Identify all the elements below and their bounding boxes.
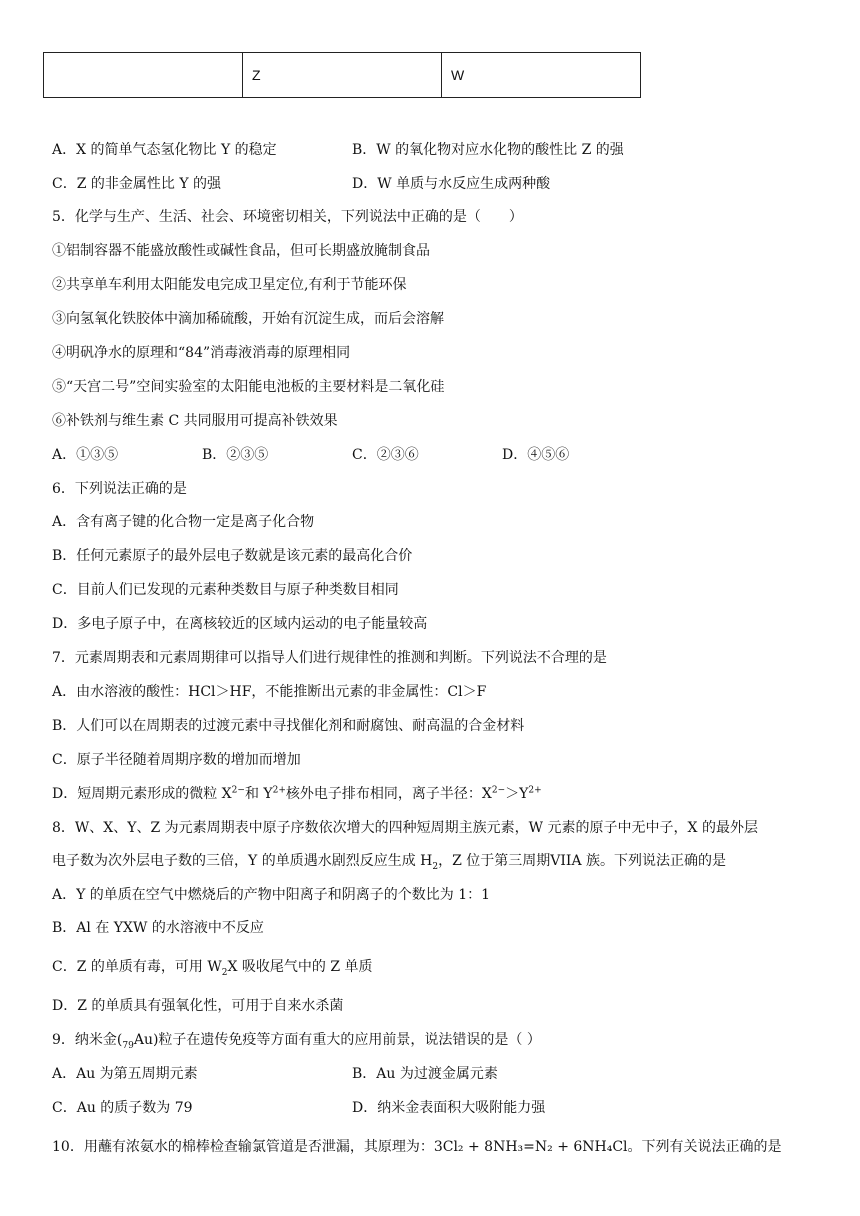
q5-stem: 5．化学与生产、生活、社会、环境密切相关，下列说法中正确的是（ ） [52, 209, 523, 225]
q5-option-b: B．②③⑤ [202, 447, 269, 463]
q5-option-d: D．④⑤⑥ [502, 447, 570, 463]
q6-option-b: B．任何元素原子的最外层电子数就是该元素的最高化合价 [52, 548, 413, 564]
q4-option-c: C．Z 的非金属性比 Y 的强 [52, 176, 222, 192]
q6-option-d: D．多电子原子中，在离核较近的区域内运动的电子能量较高 [52, 616, 428, 632]
subscript: 2 [432, 861, 439, 872]
subscript: 2 [221, 967, 228, 978]
q8-stem-text-2: ，Z 位于第三周期VIIA 族。下列说法正确的是 [438, 853, 727, 869]
q5-item-3: ③向氢氧化铁胶体中滴加稀硫酸，开始有沉淀生成，而后会溶解 [52, 311, 444, 327]
q5-option-c: C．②③⑥ [352, 447, 419, 463]
q5-item-5: ⑤“天宫二号”空间实验室的太阳能电池板的主要材料是二氧化硅 [52, 379, 445, 395]
q7-stem: 7．元素周期表和元素周期律可以指导人们进行规律性的推测和判断。下列说法不合理的是 [52, 650, 607, 666]
charge-superscript: 2− [491, 785, 506, 796]
q9-stem [52, 1030, 541, 1050]
q9-option-d: D．纳米金表面积大吸附能力强 [352, 1100, 546, 1116]
q7-d-text-2: 和 Y [244, 786, 273, 802]
q5-item-2: ②共享单车利用太阳能发电完成卫星定位,有利于节能环保 [52, 277, 407, 293]
q8-option-d: D．Z 的单质具有强氧化性，可用于自来水杀菌 [52, 998, 344, 1014]
q10-equation: 3Cl₂ + 8NH₃=N₂ + 6NH₄Cl [433, 1139, 628, 1155]
q7-d-text-4: ＞Y [505, 786, 529, 802]
q9-stem-text-1: 9．纳米金( [52, 1032, 123, 1048]
q7-d-text-1: D．短周期元素形成的微粒 X [52, 786, 232, 802]
q10-stem [52, 1137, 782, 1157]
q8-stem-text-1: 电子数为次外层电子数的三倍，Y 的单质遇水剧烈反应生成 H [52, 853, 433, 869]
q8-stem-line-2 [52, 851, 726, 871]
q6-stem: 6．下列说法正确的是 [52, 481, 187, 497]
q5-item-4: ④明矾净水的原理和“84”消毒液消毒的原理相同 [52, 345, 351, 361]
table-row [44, 53, 641, 98]
q9-stem-text-2: Au)粒子在遗传免疫等方面有重大的应用前景，说法错误的是（ ） [133, 1032, 541, 1048]
q5-item-1: ①铝制容器不能盛放酸性或碱性食品，但可长期盛放腌制食品 [52, 243, 430, 259]
atomic-number-subscript: 79 [122, 1040, 134, 1051]
table-cell: Z [243, 53, 442, 98]
q7-option-b: B．人们可以在周期表的过渡元素中寻找催化剂和耐腐蚀、耐高温的合金材料 [52, 718, 525, 734]
q10-stem-text-1: 10．用蘸有浓氨水的棉棒检查输氯管道是否泄漏，其原理为： [52, 1139, 434, 1155]
q4-option-b: B．W 的氧化物对应水化物的酸性比 Z 的强 [352, 142, 624, 158]
q6-option-a: A．含有离子键的化合物一定是离子化合物 [52, 514, 315, 530]
q5-option-a: A．①③⑤ [52, 447, 119, 463]
element-position-table [43, 52, 641, 98]
q7-d-text-3: 核外电子排布相同，离子半径：X [285, 786, 492, 802]
table-cell: W [442, 53, 641, 98]
q6-option-c: C．目前人们已发现的元素种类数目与原子种类数目相同 [52, 582, 399, 598]
q4-option-a: A．X 的简单气态氢化物比 Y 的稳定 [52, 142, 277, 158]
q4-option-d: D．W 单质与水反应生成两种酸 [352, 176, 551, 192]
charge-superscript: 2− [231, 785, 245, 796]
q7-option-a: A．由水溶液的酸性：HCl＞HF，不能推断出元素的非金属性：Cl＞F [52, 684, 487, 700]
charge-superscript: 2+ [272, 785, 286, 796]
q8-c-text-2: X 吸收尾气中的 Z 单质 [227, 959, 373, 975]
q7-option-d [52, 784, 542, 804]
table-cell [44, 53, 243, 98]
q8-option-c [52, 957, 373, 977]
q10-stem-text-2: 。下列有关说法正确的是 [627, 1139, 782, 1155]
q9-option-c: C．Au 的质子数为 79 [52, 1100, 193, 1116]
q9-option-b: B．Au 为过渡金属元素 [352, 1066, 498, 1082]
q8-c-text-1: C．Z 的单质有毒，可用 W [52, 959, 222, 975]
q7-option-c: C．原子半径随着周期序数的增加而增加 [52, 752, 301, 768]
q8-option-a: A．Y 的单质在空气中燃烧后的产物中阳离子和阴离子的个数比为 1：1 [52, 887, 491, 903]
charge-superscript: 2+ [528, 785, 542, 796]
q5-item-6: ⑥补铁剂与维生素 C 共同服用可提高补铁效果 [52, 413, 338, 429]
q8-stem-line-1: 8．W、X、Y、Z 为元素周期表中原子序数依次增大的四种短周期主族元素，W 元素的原子中无中子，X 的最外层 [52, 820, 758, 836]
q8-option-b: B．Al 在 YXW 的水溶液中不反应 [52, 920, 264, 936]
q9-option-a: A．Au 为第五周期元素 [52, 1066, 198, 1082]
